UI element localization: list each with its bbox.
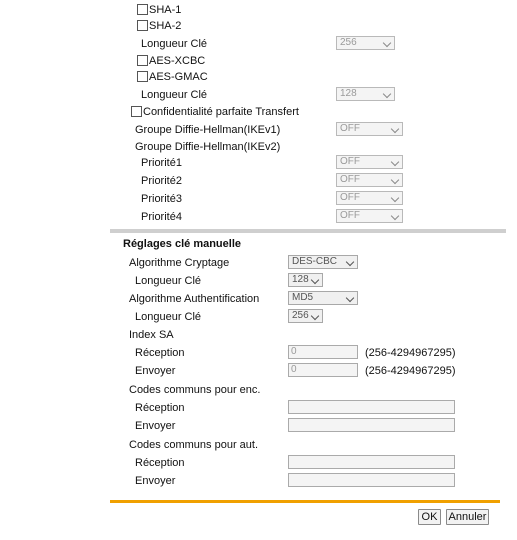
cancel-button[interactable]: Annuler <box>446 509 489 525</box>
sa-send-range: (256-4294967295) <box>365 365 456 377</box>
ok-button[interactable]: OK <box>418 509 441 525</box>
priority3-label: Priorité3 <box>141 193 182 205</box>
auth-reception-input[interactable] <box>288 455 455 469</box>
section-divider <box>110 229 506 233</box>
auth-algorithm-select[interactable]: MD5 <box>288 291 358 305</box>
aes-gmac-label: AES-GMAC <box>149 71 208 83</box>
chevron-down-icon <box>346 258 354 266</box>
enc-send-input[interactable] <box>288 418 455 432</box>
enc-key-length-select[interactable]: 128 <box>288 273 323 287</box>
sa-reception-input[interactable]: 0 <box>288 345 358 359</box>
chevron-down-icon <box>311 312 319 320</box>
auth-send-label: Envoyer <box>135 475 176 487</box>
chevron-down-icon <box>383 90 391 98</box>
priority1-select[interactable]: OFF <box>336 155 403 169</box>
auth-key-length-label: Longueur Clé <box>135 311 202 323</box>
aes-xcbc-label: AES-XCBC <box>149 55 206 67</box>
priority2-select[interactable]: OFF <box>336 173 403 187</box>
pfs-checkbox[interactable] <box>131 106 142 117</box>
chevron-down-icon <box>391 194 399 202</box>
enc-key-length-label: Longueur Clé <box>135 275 202 287</box>
chevron-down-icon <box>383 39 391 47</box>
key-length-select-1[interactable]: 256 <box>336 36 395 50</box>
chevron-down-icon <box>391 212 399 220</box>
dh-ikev1-label: Groupe Diffie-Hellman(IKEv1) <box>135 124 281 136</box>
dh-ikev2-label: Groupe Diffie-Hellman(IKEv2) <box>135 141 281 153</box>
chevron-down-icon <box>311 276 319 284</box>
auth-common-codes-label: Codes communs pour aut. <box>129 439 259 451</box>
sha1-label: SHA-1 <box>149 4 182 16</box>
chevron-down-icon <box>391 125 399 133</box>
footer-divider <box>110 500 500 503</box>
chevron-down-icon <box>391 158 399 166</box>
enc-send-label: Envoyer <box>135 420 176 432</box>
key-length-select-2[interactable]: 128 <box>336 87 395 101</box>
auth-key-length-select[interactable]: 256 <box>288 309 323 323</box>
encryption-algorithm-select[interactable]: DES-CBC <box>288 255 358 269</box>
sa-send-input[interactable]: 0 <box>288 363 358 377</box>
enc-reception-input[interactable] <box>288 400 455 414</box>
aes-xcbc-checkbox[interactable] <box>137 55 148 66</box>
priority4-label: Priorité4 <box>141 211 182 223</box>
pfs-label: Confidentialité parfaite Transfert <box>143 106 299 118</box>
priority1-label: Priorité1 <box>141 157 182 169</box>
dh-ikev1-select[interactable]: OFF <box>336 122 403 136</box>
sa-reception-range: (256-4294967295) <box>365 347 456 359</box>
auth-send-input[interactable] <box>288 473 455 487</box>
key-length-label-1: Longueur Clé <box>141 38 208 50</box>
sa-send-label: Envoyer <box>135 365 176 377</box>
auth-algorithm-label: Algorithme Authentification <box>129 293 260 305</box>
sha1-checkbox[interactable] <box>137 4 148 15</box>
sha2-checkbox[interactable] <box>137 20 148 31</box>
priority3-select[interactable]: OFF <box>336 191 403 205</box>
chevron-down-icon <box>391 176 399 184</box>
index-sa-label: Index SA <box>129 329 174 341</box>
priority2-label: Priorité2 <box>141 175 182 187</box>
auth-reception-label: Réception <box>135 457 185 469</box>
priority4-select[interactable]: OFF <box>336 209 403 223</box>
aes-gmac-checkbox[interactable] <box>137 71 148 82</box>
encryption-algorithm-label: Algorithme Cryptage <box>129 257 230 269</box>
sa-reception-label: Réception <box>135 347 185 359</box>
chevron-down-icon <box>346 294 354 302</box>
enc-common-codes-label: Codes communs pour enc. <box>129 384 261 396</box>
key-length-label-2: Longueur Clé <box>141 89 208 101</box>
sha2-label: SHA-2 <box>149 20 182 32</box>
enc-reception-label: Réception <box>135 402 185 414</box>
manual-section-title: Réglages clé manuelle <box>123 238 241 250</box>
